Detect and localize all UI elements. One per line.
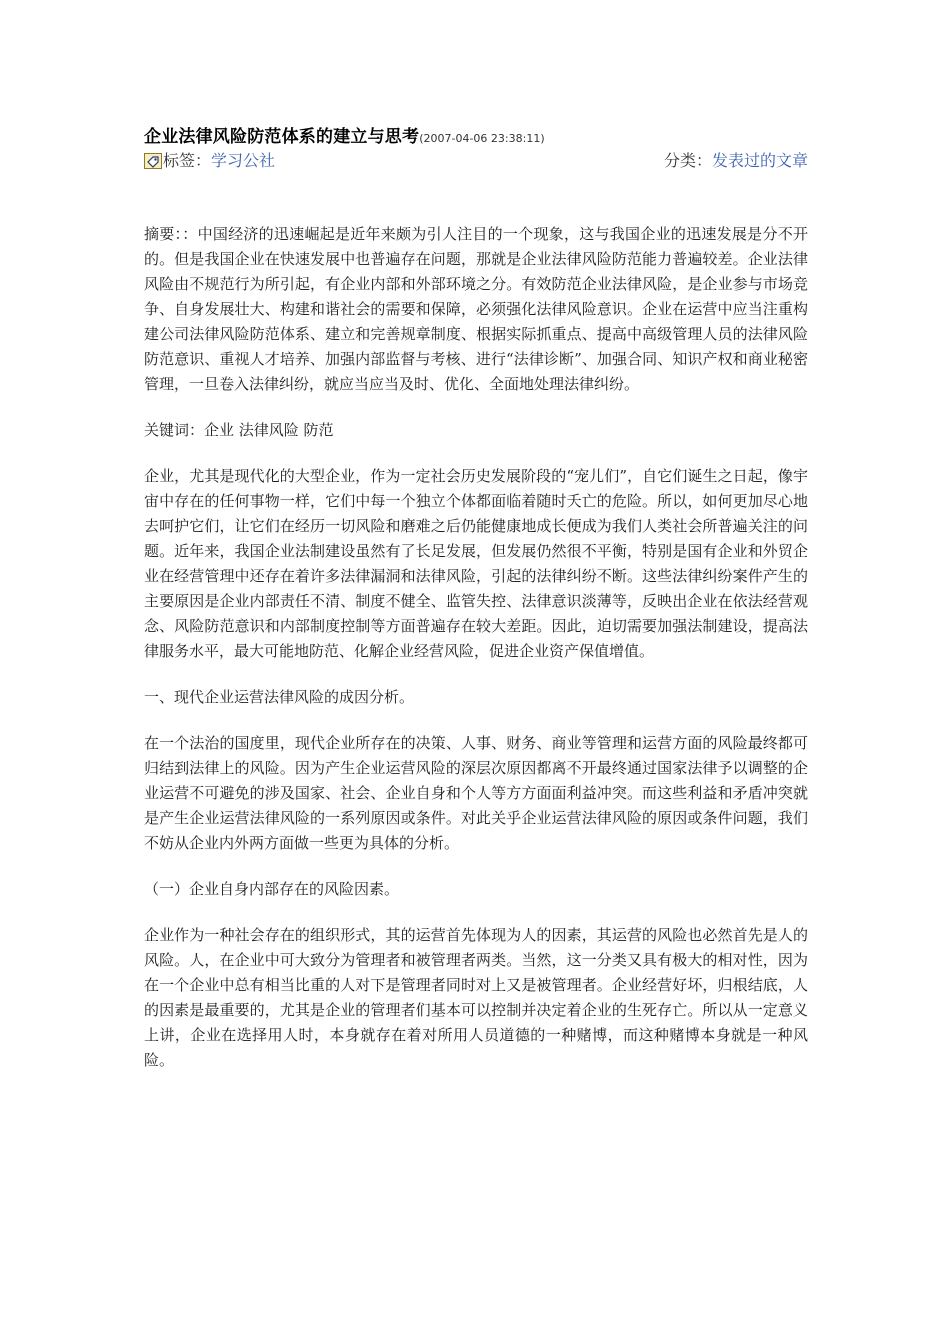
article-body xyxy=(144,222,808,1094)
body-paragraph: 在一个法治的国度里，现代企业所存在的决策、人事、财务、商业等管理和运营方面的风险最终都可归结到法律上的风险。因为产生企业运营风险的深层次原因都离不开最终通过国家法律予以调整的企业运营不可避免的涉及国家、社会、企业自身和个人等方方面面利益冲突。而这些利益和矛盾冲突就是产生企业运营法律风险的一系列原因或条件。对此关乎企业运营法律风险的原因或条件问题，我们不妨从企业内外两方面做一些更为具体的分析。 xyxy=(144,734,808,852)
keywords-paragraph: 关键词：企业 法律风险 防范 xyxy=(144,421,334,439)
category-group xyxy=(664,149,808,173)
category-label: 分类： xyxy=(663,151,712,170)
body-paragraph: 企业作为一种社会存在的组织形式，其的运营首先体现为人的因素，其运营的风险也必然首先是人的风险。人，在企业中可大致分为管理者和被管理者两类。当然，这一分类又具有极大的相对性，因为在一个企业中总有相当比重的人对下是管理者同时对上又是被管理者。企业经营好坏，归根结底，人的因素是最重要的，尤其是企业的管理者们基本可以控制并决定着企业的生死存亡。所以从一定意义上讲，企业在选择用人时，本身就存在着对所用人员道德的一种赌博，而这种赌博本身就是一种风险。 xyxy=(144,926,808,1069)
tag-icon xyxy=(144,152,162,168)
tag-group xyxy=(144,149,275,173)
section-heading: 一、现代企业运营法律风险的成因分析。 xyxy=(144,688,415,706)
category-link[interactable]: 发表过的文章 xyxy=(711,151,808,170)
intro-paragraph: 企业，尤其是现代化的大型企业，作为一定社会历史发展阶段的“宠儿们”，自它们诞生之日起，像宇宙中存在的任何事物一样，它们中每一个独立个体都面临着随时夭亡的危险。所以，如何更加尽心地去呵护它们，让它们在经历一切风险和磨难之后仍能健康地成长便成为我们人类社会所普遍关注的问题。近年来，我国企业法制建设虽然有了长足发展，但发展仍然很不平衡，特别是国有企业和外贸企业在经营管理中还存在着许多法律漏洞和法律风险，引起的法律纠纷不断。这些法律纠纷案件产生的主要原因是企业内部责任不清、制度不健全、监管失控、法律意识淡薄等，反映出企业在依法经营观念、风险防范意识和内部制度控制等方面普遍存在较大差距。因此，迫切需要加强法制建设，提高法律服务水平，最大可能地防范、化解企业经营风险，促进企业资产保值增值。 xyxy=(144,467,808,660)
subsection-heading: （一）企业自身内部存在的风险因素。 xyxy=(144,880,400,898)
abstract-paragraph: 摘要：：中国经济的迅速崛起是近年来颇为引人注目的一个现象，这与我国企业的迅速发展是分不开的。但是我国企业在快速发展中也普遍存在问题，那就是企业法律风险防范能力普遍较差。企业法律风险由不规范行为所引起，有企业内部和外部环境之分。有效防范企业法律风险，是企业参与市场竞争、自身发展壮大、构建和谐社会的需要和保障，必须强化法律风险意识。企业在运营中应当注重构建公司法律风险防范体系、建立和完善规章制度、根据实际抓重点、提高中高级管理人员的法律风险防范意识、重视人才培养、加强内部监督与考核、进行“法律诊断”、加强合同、知识产权和商业秘密管理，一旦卷入法律纠纷，就应当应当及时、优化、全面地处理法律纠纷。 xyxy=(144,225,808,393)
article-date: (2007-04-06 23:38:11) xyxy=(419,132,545,145)
title-line xyxy=(144,126,808,148)
meta-line xyxy=(144,149,808,173)
article-title: 企业法律风险防范体系的建立与思考 xyxy=(144,127,420,147)
tag-link[interactable]: 学习公社 xyxy=(211,151,276,170)
article-header xyxy=(144,126,808,173)
tag-label: 标签： xyxy=(163,151,212,170)
